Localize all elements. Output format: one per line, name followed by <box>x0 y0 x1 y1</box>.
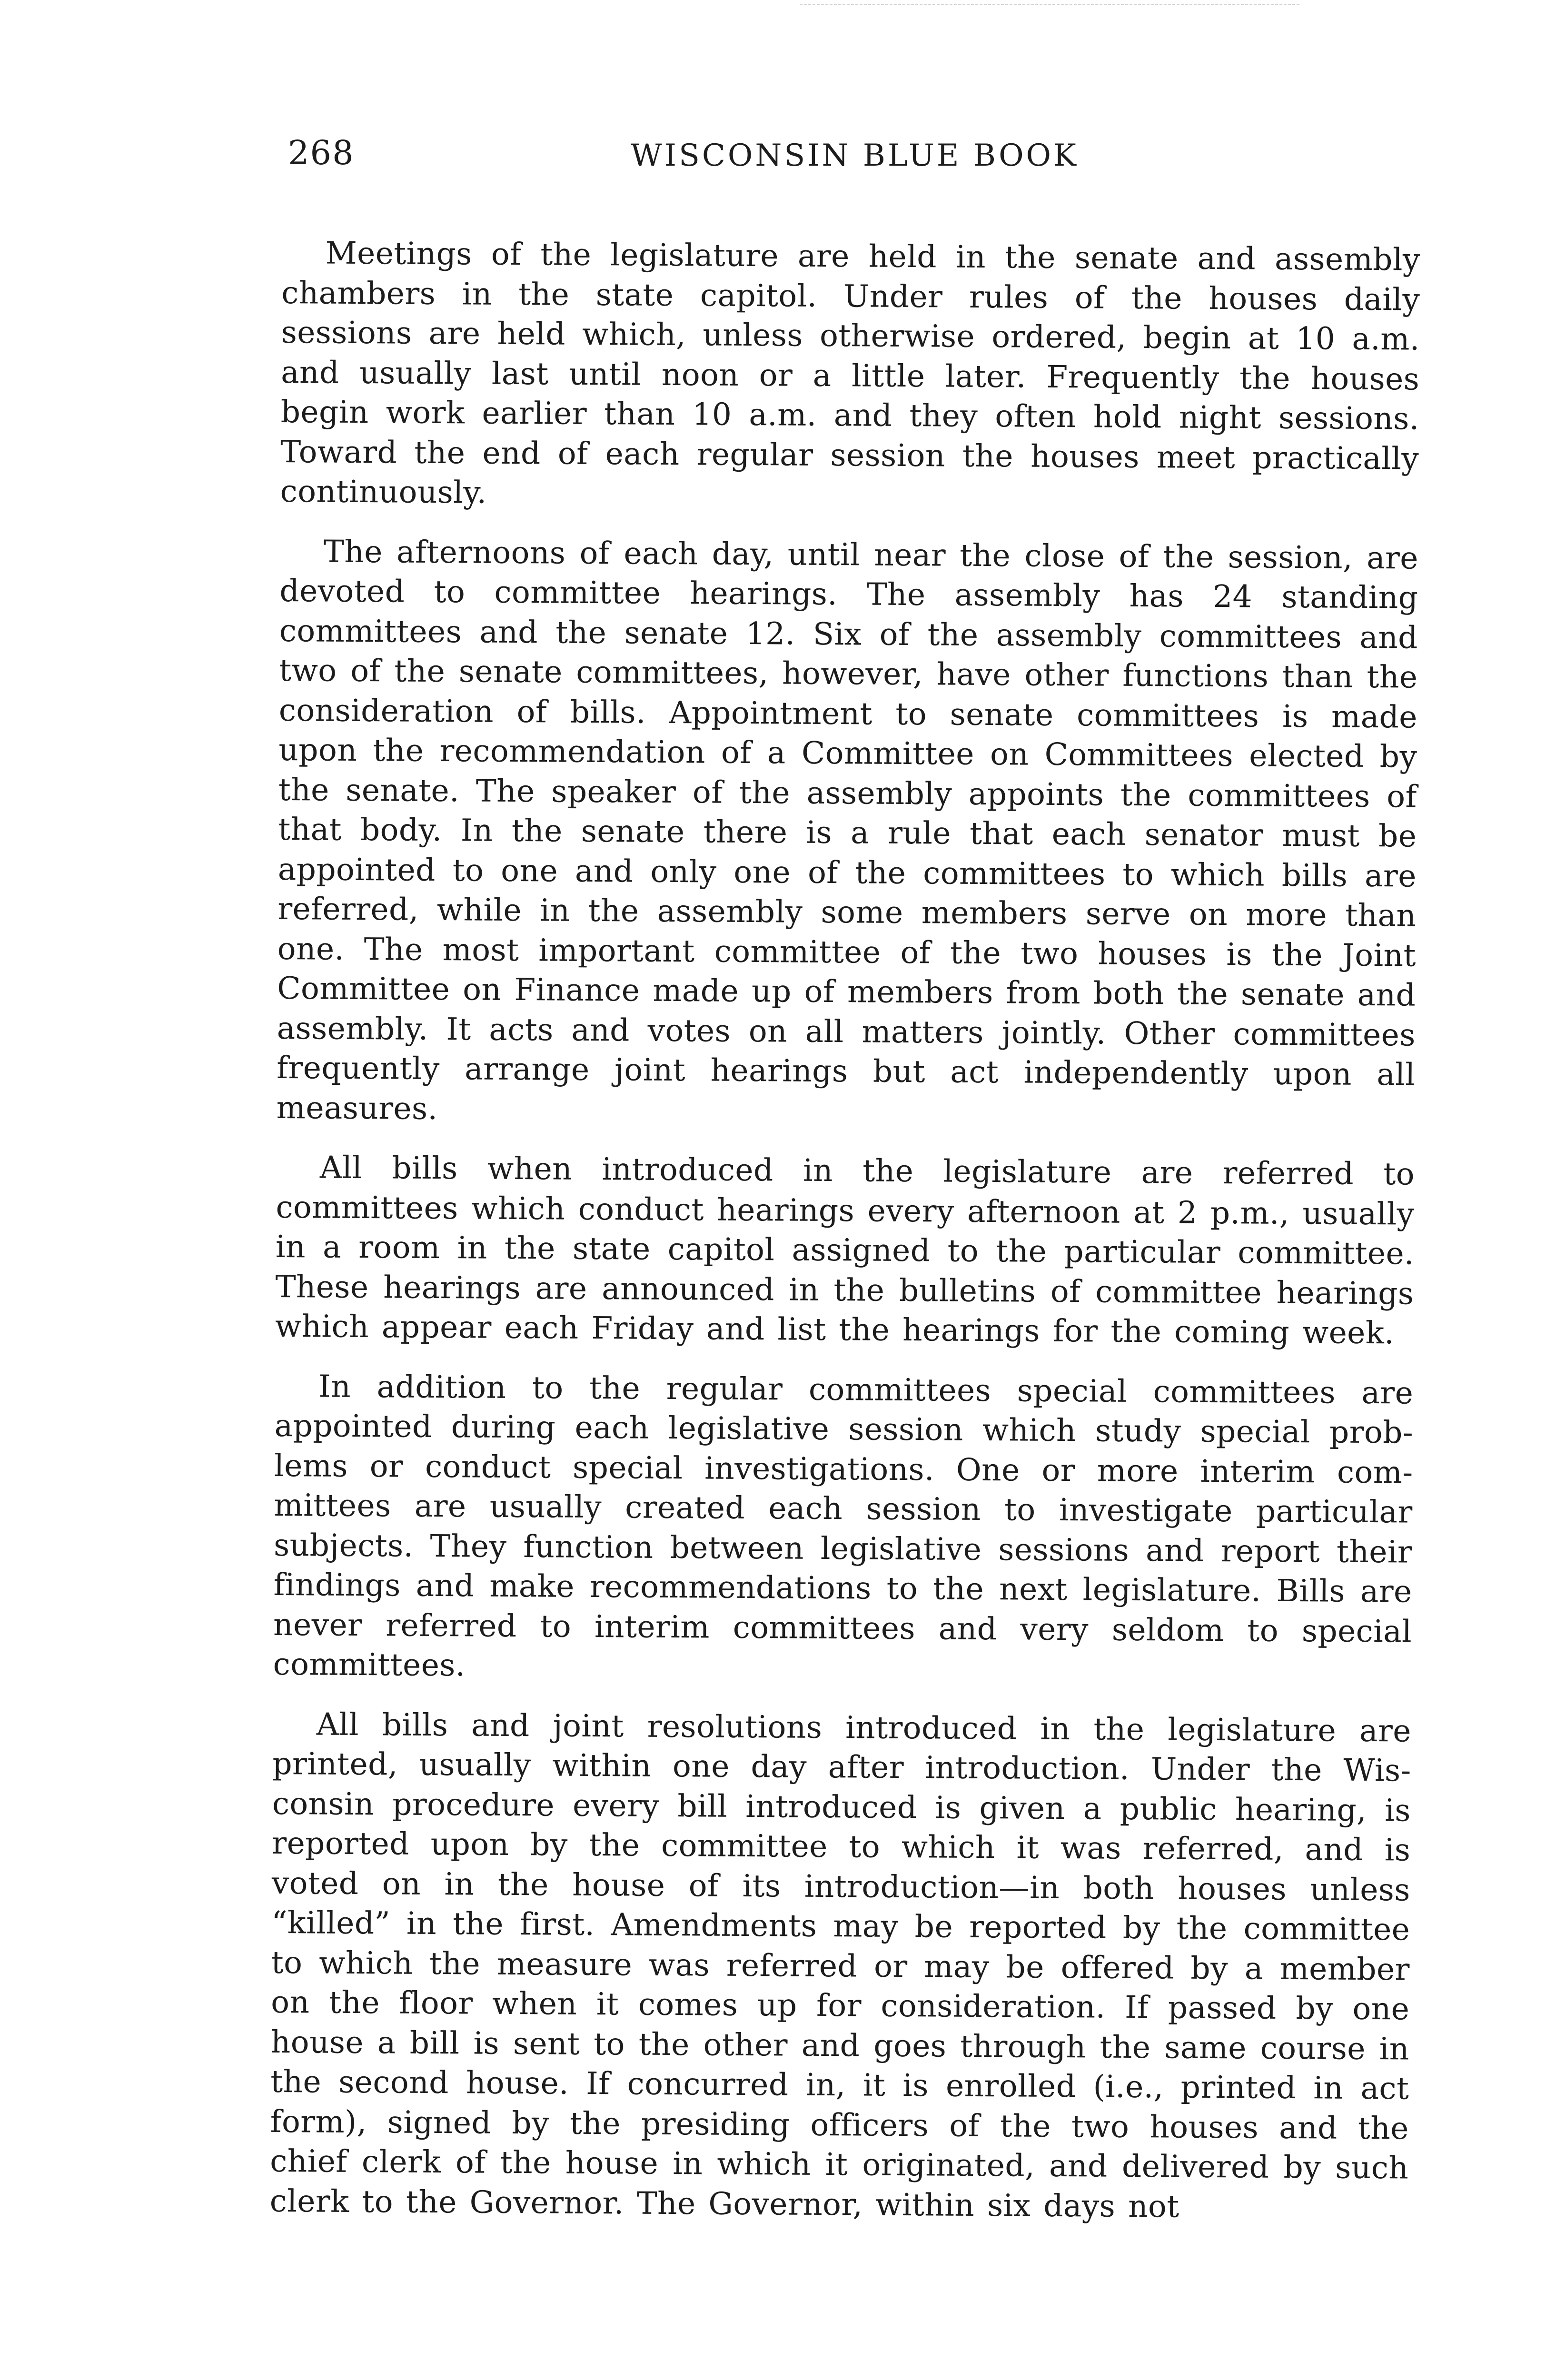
page-header <box>288 133 1426 186</box>
paragraph-committee-hearings: The afternoons of each day, until near the close of the session, are devoted to committee hearings. The assembly has 24 standing committees and the senate 12. Six of the assembly committees and two of the senate committees, however, have other functions than the consideration of bills. Appointment to senate committees is made upon the recommendation of a Committee on Committees elected by the senate. The speaker of the assembly appoints the committees of that body. In the senate there is a rule that each senator must be appointed to one and only one of the committees to which bills are referred, while in the assembly some members serve on more than one. The most important committee of the two houses is the Joint Committee on Finance made up of members from both the senate and assembly. It acts and votes on all matters jointly. Other committees frequently arrange joint hearings but act independently upon all measures. <box>276 534 1419 1127</box>
paragraph-meetings: Meetings of the legislature are held in the senate and assembly chambers in the state capitol. Under rules of the houses daily sessions are held which, unless otherwise ordered, begin at 10 a.m. and usually last until noon or a little later. Frequently the houses begin work earlier than 10 a.m. and they often hold night sessions. Toward the end of each regular session the houses meet practically continuously. <box>280 235 1420 511</box>
paragraph-bill-referral: All bills when introduced in the legislature are referred to committees which conduct hearings every afternoon at 2 p.m., usually in a room in the state capitol assigned to the particular committee. These hearings are announced in the bulletins of committee hearings which appear each Friday and list the hearings for the coming week. <box>275 1150 1415 1351</box>
page-number: 268 <box>288 133 355 172</box>
paragraph-bill-procedure: All bills and joint resolutions introduced in the legislature are printed, usually within one day after introduction. Under the Wisconsin procedure every bill introduced is given a public hearing, is reported upon by the committee to which it was referred, and is voted on in the house of its introduction—in both houses unless “killed” in the first. Amendments may be reported by the committee to which the measure was referred or may be offered by a member on the floor when it comes up for consideration. If passed by one house a bill is sent to the other and goes through the same course in the second house. If concurred in, it is enrolled (i.e., printed in act form), signed by the presiding officers of the two houses and the chief clerk of the house in which it originated, and delivered by such clerk to the Governor. The Governor, within six days not <box>269 1706 1412 2225</box>
running-title: WISCONSIN BLUE BOOK <box>631 138 1079 173</box>
scan-edge-marks <box>800 4 1299 8</box>
body-text <box>269 233 1420 2248</box>
paragraph-special-committees: In addition to the regular committees special committees are appointed during each legislative session which study special problems or conduct special investigations. One or more interim committees are usually created each session to investigate particular subjects. They function between legislative sessions and report their findings and make recommendations to the next legislature. Bills are never referred to interim committees and very seldom to special committees. <box>273 1368 1414 1684</box>
